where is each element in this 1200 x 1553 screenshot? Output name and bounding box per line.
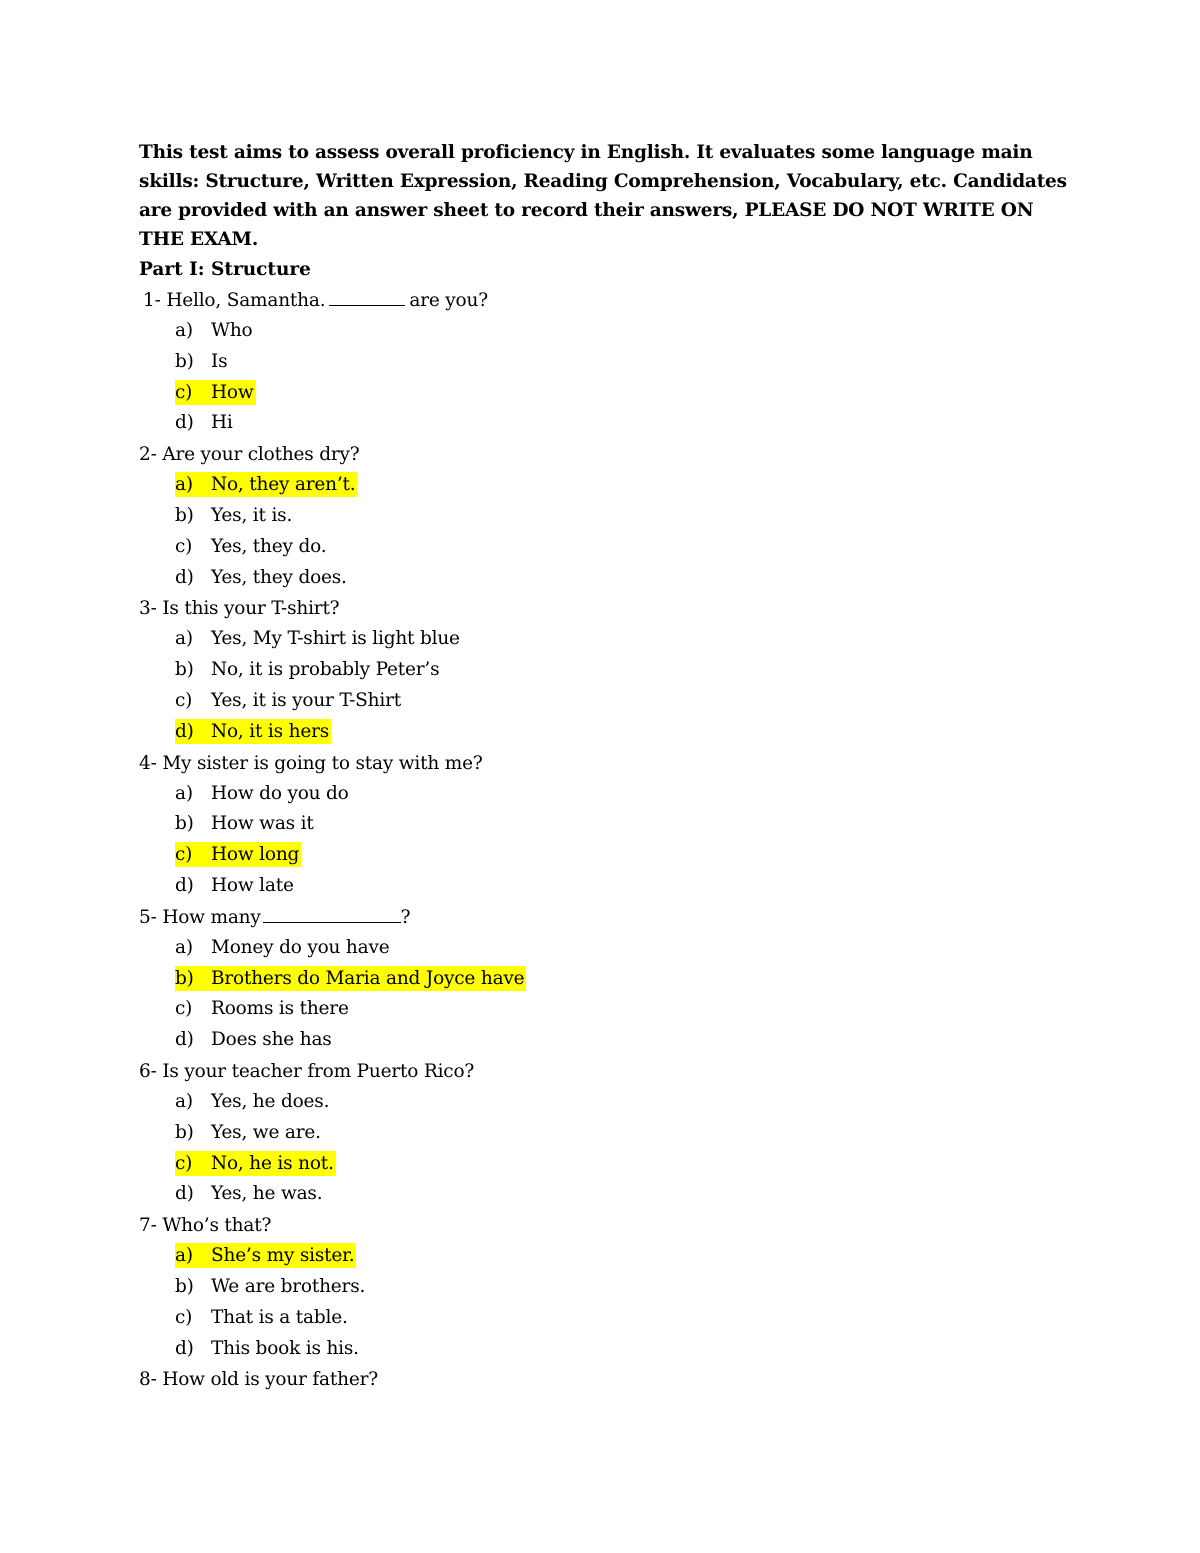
- option-text: Brothers do Maria and Joyce have: [211, 967, 525, 989]
- option-text: Rooms is there: [211, 998, 349, 1020]
- question-5: [139, 902, 1069, 933]
- option-text: Does she has: [211, 1029, 332, 1051]
- question-number: 3-: [139, 598, 157, 620]
- option-item: [175, 1179, 1069, 1210]
- option-text: She’s my sister.: [211, 1245, 355, 1267]
- option-letter: d): [175, 1029, 194, 1051]
- option-text: No, he is not.: [211, 1152, 334, 1174]
- option-list: [139, 779, 1069, 902]
- option-text: No, it is probably Peter’s: [211, 659, 440, 681]
- question-text-before: How many: [162, 906, 261, 928]
- option-letter: d): [175, 874, 194, 896]
- option-item: [175, 1241, 1069, 1272]
- exam-page: [139, 138, 1069, 1395]
- option-text: How: [211, 381, 254, 403]
- option-text: How was it: [211, 813, 314, 835]
- option-item: [175, 1118, 1069, 1149]
- option-text: How long: [211, 844, 300, 866]
- question-6: [139, 1056, 1069, 1087]
- option-letter: d): [175, 1337, 194, 1359]
- option-text: Money do you have: [211, 936, 390, 958]
- option-item: [175, 994, 1069, 1025]
- option-letter: a): [175, 936, 193, 958]
- option-text: Yes, it is your T-Shirt: [211, 689, 401, 711]
- option-item: [175, 779, 1069, 810]
- option-list: [139, 1087, 1069, 1210]
- option-letter: b): [175, 659, 194, 681]
- question-number: 2-: [139, 444, 157, 466]
- option-letter: b): [175, 1121, 194, 1143]
- option-item: [175, 408, 1069, 439]
- option-letter: b): [175, 504, 194, 526]
- answer-option: [175, 1120, 323, 1145]
- option-item: [175, 624, 1069, 655]
- option-letter: c): [175, 535, 193, 557]
- option-text: Yes, he was.: [211, 1183, 323, 1205]
- option-text: No, it is hers: [211, 720, 330, 742]
- answer-option: [175, 1181, 324, 1206]
- question-number: 5-: [139, 906, 157, 928]
- answer-option: [175, 1274, 367, 1299]
- option-item: [175, 871, 1069, 902]
- question-7: [139, 1210, 1069, 1241]
- answer-option: [175, 626, 462, 651]
- question-8: [139, 1364, 1069, 1395]
- answer-option: [175, 318, 254, 343]
- option-letter: a): [175, 782, 193, 804]
- question-text-after: ?: [400, 906, 411, 928]
- option-item: [175, 563, 1069, 594]
- option-letter: c): [175, 689, 193, 711]
- option-item: [175, 316, 1069, 347]
- option-letter: a): [175, 1245, 193, 1267]
- option-letter: d): [175, 720, 194, 742]
- question-number: 7-: [139, 1215, 157, 1237]
- option-letter: c): [175, 844, 193, 866]
- answer-option: [175, 503, 294, 528]
- option-text: Yes, they does.: [211, 566, 347, 588]
- option-list: [139, 316, 1069, 439]
- highlighted-answer: [175, 1243, 356, 1268]
- option-text: Yes, My T-shirt is light blue: [211, 628, 460, 650]
- option-letter: d): [175, 1183, 194, 1205]
- question-text-after: are you?: [409, 290, 488, 311]
- question-list: [139, 285, 1069, 1395]
- question-text: Is your teacher from Puerto Rico?: [162, 1060, 475, 1082]
- answer-option: [175, 1305, 350, 1330]
- part-heading: Part I: Structure: [139, 259, 311, 280]
- option-letter: a): [175, 320, 193, 341]
- option-text: We are brothers.: [211, 1275, 366, 1297]
- option-letter: b): [175, 813, 194, 835]
- question-text: How old is your father?: [162, 1369, 378, 1391]
- highlighted-answer: [175, 472, 357, 497]
- option-letter: a): [175, 628, 193, 650]
- option-list: [139, 933, 1069, 1056]
- intro-paragraph: This test aims to assess overall proficiency in English. It evaluates some language main skills: Structure, Written Expression, Reading Comprehension, Vocabulary, etc. Candidates are provided with an answer sheet to record their answers, PLEASE DO NOT WRITE ON THE EXAM.: [139, 142, 1067, 250]
- option-text: Yes, we are.: [211, 1121, 321, 1143]
- option-letter: b): [175, 1275, 194, 1297]
- answer-option: [175, 565, 349, 590]
- option-list: [139, 1241, 1069, 1364]
- option-text: How do you do: [211, 782, 349, 804]
- question-4: [139, 748, 1069, 779]
- answer-option: [175, 410, 235, 435]
- question-1: [139, 285, 1069, 316]
- option-item: [175, 933, 1069, 964]
- highlighted-answer: [175, 1151, 336, 1176]
- option-letter: c): [175, 1306, 193, 1328]
- question-number: 4-: [139, 752, 157, 774]
- option-list: [139, 470, 1069, 593]
- option-letter: a): [175, 474, 193, 496]
- option-letter: a): [175, 1090, 193, 1112]
- option-letter: d): [175, 566, 194, 588]
- question-number: 6-: [139, 1060, 157, 1082]
- option-text: Who: [211, 320, 253, 341]
- option-letter: c): [175, 381, 193, 403]
- question-text: My sister is going to stay with me?: [162, 752, 483, 774]
- option-item: [175, 470, 1069, 501]
- question-number: 8-: [139, 1369, 157, 1391]
- question-3: [139, 593, 1069, 624]
- option-text: This book is his.: [211, 1337, 359, 1359]
- question-2: [139, 439, 1069, 470]
- question-text: Are your clothes dry?: [162, 444, 360, 466]
- option-letter: c): [175, 998, 193, 1020]
- option-text: Yes, he does.: [211, 1090, 330, 1112]
- option-list: [139, 624, 1069, 747]
- option-item: [175, 655, 1069, 686]
- option-item: [175, 1149, 1069, 1180]
- option-text: Yes, it is.: [211, 504, 293, 526]
- answer-option: [175, 349, 229, 374]
- highlighted-answer: [175, 842, 301, 867]
- option-item: [175, 1303, 1069, 1334]
- answer-option: [175, 781, 351, 806]
- option-item: [175, 809, 1069, 840]
- highlighted-answer: [175, 966, 526, 991]
- highlighted-answer: [175, 380, 256, 405]
- answer-option: [175, 1027, 334, 1052]
- option-letter: d): [175, 412, 194, 434]
- option-text: How late: [211, 874, 294, 896]
- option-item: [175, 964, 1069, 995]
- option-letter: b): [175, 350, 194, 372]
- answer-option: [175, 873, 296, 898]
- option-item: [175, 532, 1069, 563]
- option-text: Yes, they do.: [211, 535, 327, 557]
- option-letter: c): [175, 1152, 193, 1174]
- answer-option: [175, 1089, 331, 1114]
- highlighted-answer: [175, 719, 331, 744]
- option-item: [175, 717, 1069, 748]
- question-text: Is this your T-shirt?: [162, 598, 340, 620]
- option-item: [175, 378, 1069, 409]
- option-text: Is: [211, 350, 228, 372]
- answer-option: [175, 534, 328, 559]
- answer-blank: [263, 904, 401, 923]
- option-item: [175, 501, 1069, 532]
- answer-option: [175, 935, 391, 960]
- answer-option: [175, 811, 316, 836]
- option-text: That is a table.: [211, 1306, 348, 1328]
- option-item: [175, 686, 1069, 717]
- question-text-before: Hello, Samantha.: [166, 290, 326, 311]
- option-text: Hi: [211, 412, 233, 434]
- question-number: 1-: [143, 290, 161, 311]
- option-item: [175, 1272, 1069, 1303]
- option-text: No, they aren’t.: [211, 474, 356, 496]
- answer-option: [175, 996, 351, 1021]
- answer-option: [175, 688, 403, 713]
- answer-option: [175, 1336, 361, 1361]
- answer-option: [175, 657, 441, 682]
- option-item: [175, 840, 1069, 871]
- option-item: [175, 1334, 1069, 1365]
- option-letter: b): [175, 967, 194, 989]
- answer-blank: [329, 287, 405, 306]
- option-item: [175, 1025, 1069, 1056]
- option-item: [175, 1087, 1069, 1118]
- option-item: [175, 347, 1069, 378]
- question-text: Who’s that?: [162, 1215, 272, 1237]
